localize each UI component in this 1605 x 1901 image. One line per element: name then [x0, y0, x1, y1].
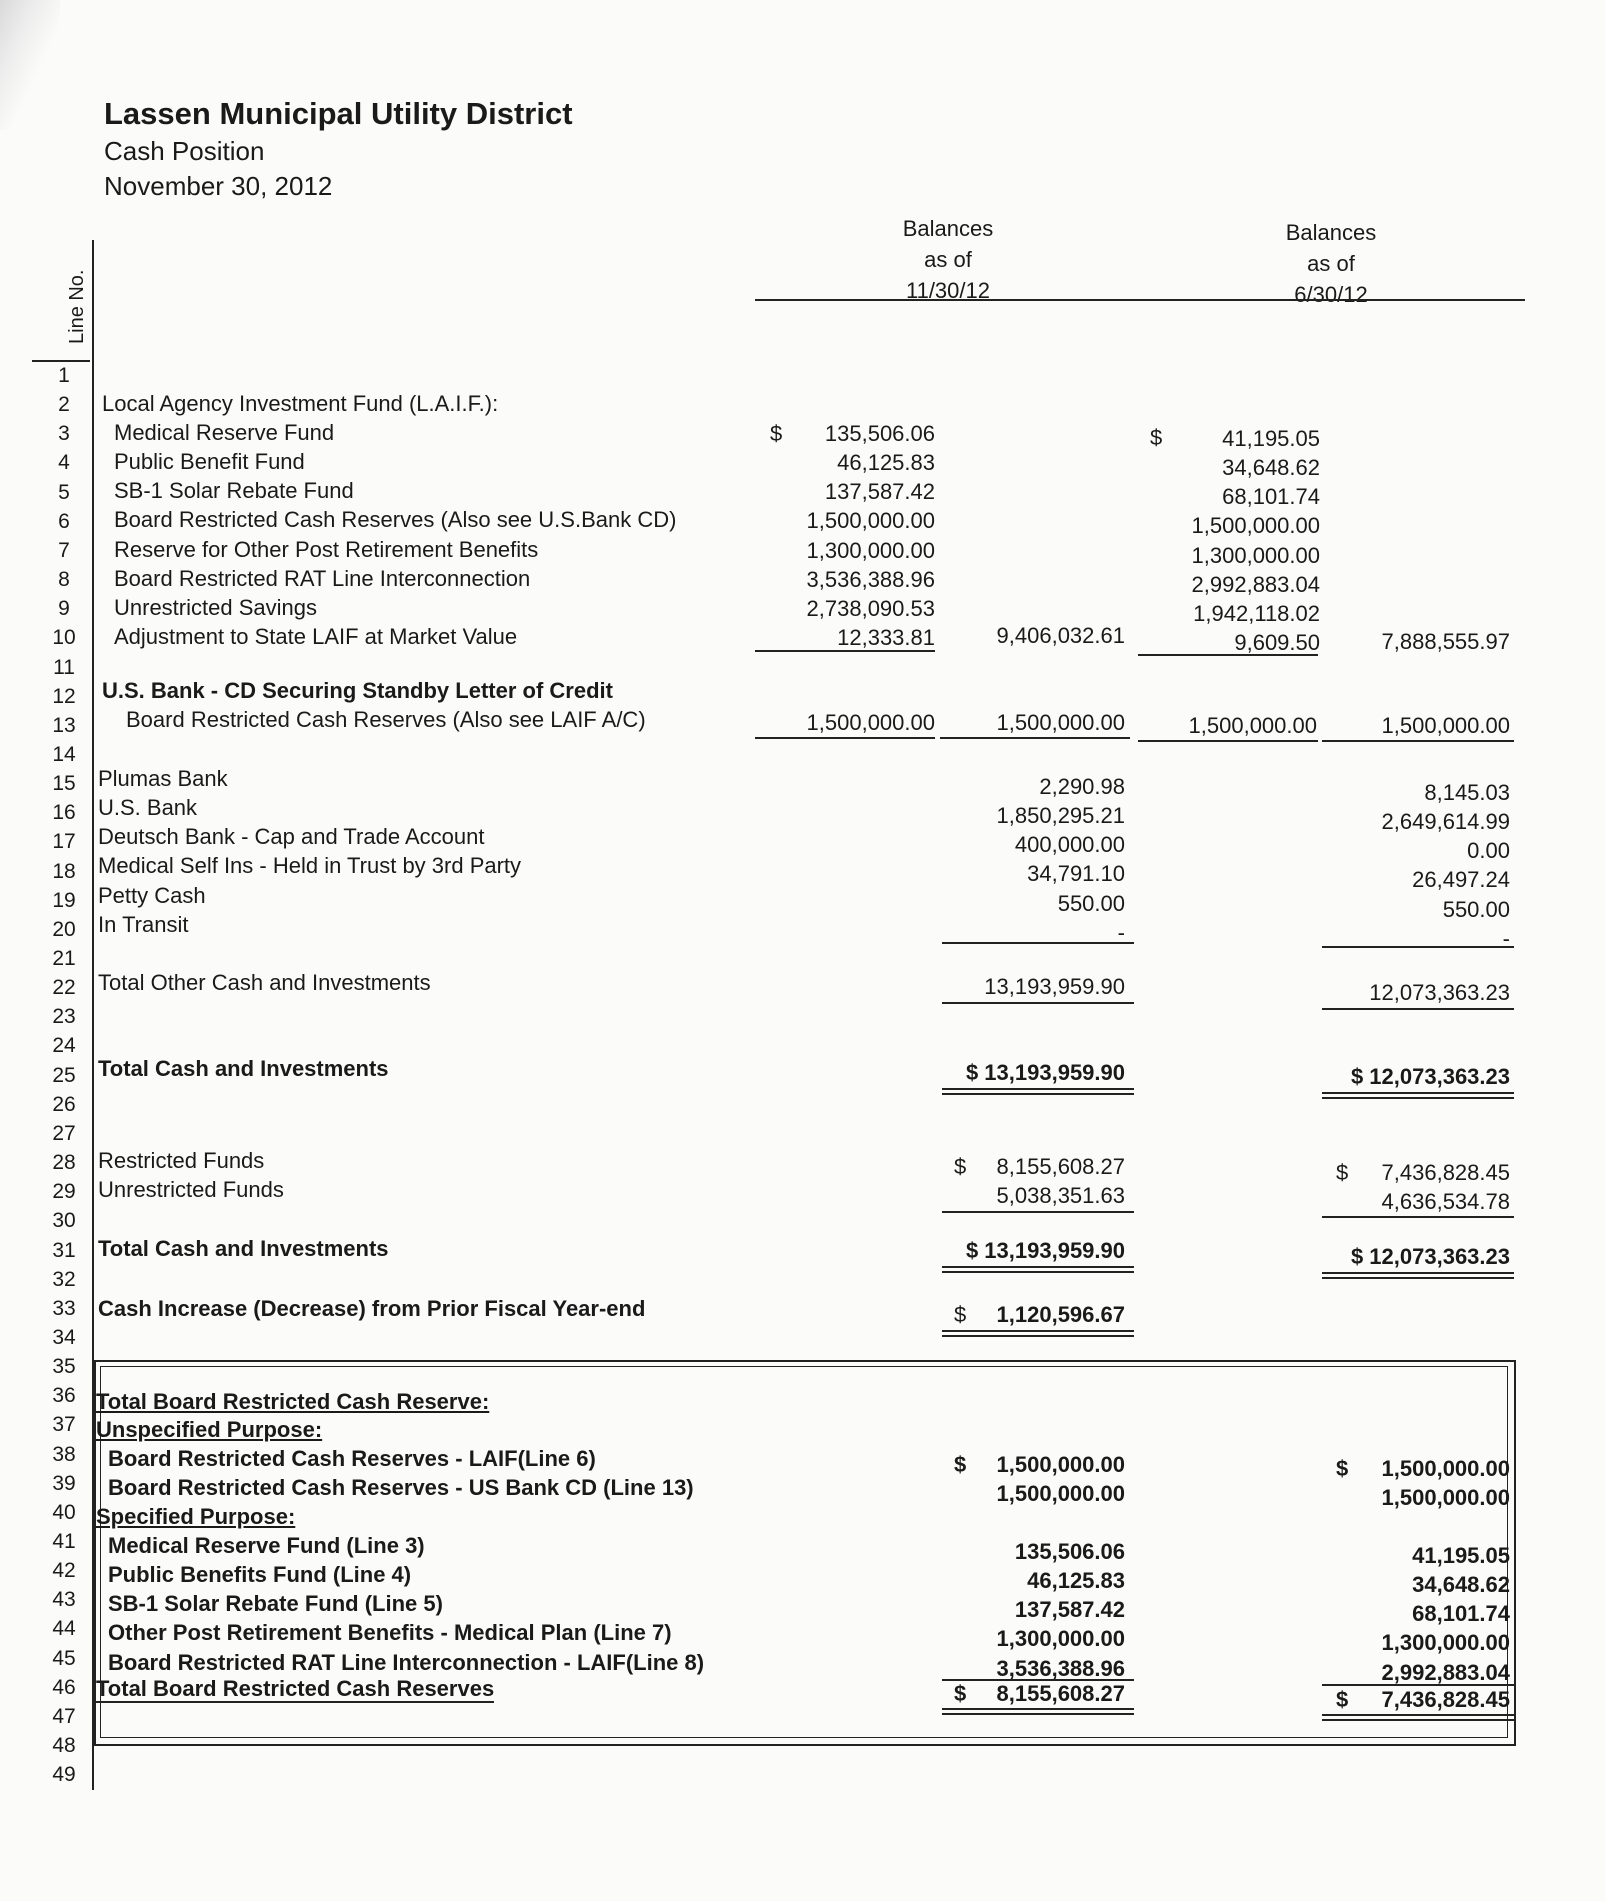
- laif-item-label: Board Restricted RAT Line Interconnection: [114, 565, 531, 591]
- total-cash-current-2: $ 13,193,959.90: [965, 1238, 1125, 1263]
- laif-item-current: 1,500,000.00: [806, 508, 935, 534]
- unrestricted-current: 5,038,351.63: [996, 1183, 1125, 1208]
- line-number: 3: [58, 422, 70, 446]
- laif-item-label: Medical Reserve Fund: [114, 420, 335, 445]
- laif-item-current: 1,300,000.00: [806, 537, 935, 563]
- report-date: November 30, 2012: [104, 171, 333, 201]
- double-underline: [1322, 1272, 1514, 1274]
- laif-item-prior: 9,609.50: [1234, 630, 1320, 656]
- page-corner-shadow: [0, 0, 60, 130]
- restricted-current: 8,155,608.27: [996, 1154, 1125, 1179]
- line-number: 33: [52, 1296, 76, 1320]
- laif-item-prior: 1,942,118.02: [1193, 600, 1320, 626]
- total-other-prior: 12,073,363.23: [1369, 980, 1510, 1005]
- specified-item-prior: 34,648.62: [1412, 1572, 1510, 1598]
- other-item-current: 2,290.98: [1039, 774, 1125, 799]
- col-head-line: 11/30/12: [905, 278, 990, 303]
- laif-item-current: 12,333.81: [837, 625, 935, 651]
- usbank-cd-total-current: 1,500,000.00: [996, 710, 1125, 735]
- line-number: 21: [52, 947, 76, 970]
- line-number: 4: [58, 451, 70, 475]
- line-number: 29: [52, 1180, 76, 1204]
- specified-item-prior: 2,992,883.04: [1381, 1659, 1510, 1685]
- line-number: 27: [52, 1121, 76, 1145]
- dollar-sign: $: [954, 1681, 967, 1706]
- usbank-cd-prior: 1,500,000.00: [1188, 713, 1317, 738]
- double-underline: [942, 1330, 1134, 1332]
- specified-item-prior: 41,195.05: [1412, 1543, 1510, 1568]
- line-number: 5: [58, 480, 70, 504]
- double-underline: [1322, 1097, 1514, 1099]
- double-underline: [1322, 1719, 1514, 1721]
- column-header-current: [838, 213, 1058, 306]
- laif-item-current: 137,587.42: [824, 479, 935, 505]
- line-number: 32: [52, 1267, 76, 1291]
- other-item-label: Medical Self Ins - Held in Trust by 3rd Party: [98, 853, 522, 879]
- laif-item-label: Reserve for Other Post Retirement Benefits: [114, 536, 539, 562]
- underline: [942, 942, 1134, 944]
- line-number: 45: [52, 1646, 76, 1670]
- specified-item-prior: 1,300,000.00: [1381, 1630, 1510, 1656]
- line-number: 11: [53, 655, 75, 679]
- line-number: 17: [52, 830, 76, 854]
- col-head-line: as of: [924, 247, 972, 272]
- line-number: 31: [52, 1238, 76, 1262]
- underline: [940, 737, 1130, 739]
- line-number: 16: [52, 801, 76, 825]
- board-heading: Total Board Restricted Cash Reserve:: [96, 1389, 490, 1414]
- usbank-cd-label: Board Restricted Cash Reserves (Also see LAIF A/C): [126, 707, 646, 732]
- line-number: 47: [52, 1704, 76, 1728]
- usbank-cd-current: 1,500,000.00: [806, 710, 935, 735]
- laif-item-prior: 1,500,000.00: [1191, 513, 1320, 539]
- usbank-cd-heading: U.S. Bank - CD Securing Standby Letter of Credit: [102, 678, 613, 703]
- unspecified-item-current: 1,500,000.00: [996, 1481, 1125, 1507]
- laif-item-label: Unrestricted Savings: [114, 594, 317, 620]
- dollar-sign: $: [1336, 1687, 1349, 1712]
- laif-item-current: 2,738,090.53: [806, 595, 935, 621]
- unspecified-item-label: Board Restricted Cash Reserves - LAIF(Line 6): [108, 1446, 596, 1471]
- other-item-label: Deutsch Bank - Cap and Trade Account: [98, 824, 485, 850]
- total-other-label: Total Other Cash and Investments: [98, 970, 431, 995]
- line-number: 24: [52, 1034, 76, 1058]
- total-cash-label: Total Cash and Investments: [98, 1056, 389, 1081]
- line-no-label: Line No.: [66, 269, 88, 344]
- total-other-current: 13,193,959.90: [984, 974, 1125, 999]
- line-number: 48: [52, 1734, 76, 1758]
- laif-item-label: Public Benefit Fund: [114, 449, 305, 475]
- unspecified-item-prior: 1,500,000.00: [1381, 1456, 1510, 1481]
- laif-total-prior: 7,888,555.97: [1381, 629, 1510, 654]
- laif-item-label: Adjustment to State LAIF at Market Value: [114, 624, 518, 650]
- line-number: 40: [52, 1500, 76, 1524]
- line-number: 43: [52, 1588, 76, 1612]
- double-underline: [1322, 1092, 1514, 1094]
- line-number: 46: [52, 1675, 76, 1699]
- laif-item-label: Board Restricted Cash Reserves (Also see U.S.Bank CD): [114, 507, 677, 533]
- other-item-current: 1,850,295.21: [996, 803, 1125, 829]
- line-number: 6: [58, 509, 70, 533]
- laif-item-prior: 41,195.05: [1222, 426, 1320, 451]
- other-item-label: In Transit: [98, 911, 189, 937]
- other-item-current: 550.00: [1057, 890, 1125, 916]
- specified-item-current: 137,587.42: [1014, 1597, 1125, 1623]
- other-item-prior: 8,145.03: [1424, 780, 1510, 805]
- dollar-sign: $: [954, 1154, 967, 1179]
- total-cash-current: $ 13,193,959.90: [965, 1060, 1125, 1085]
- line-number: 35: [52, 1355, 76, 1379]
- line-number: 41: [52, 1530, 76, 1553]
- underline: [755, 737, 935, 739]
- org-name: Lassen Municipal Utility District: [104, 96, 573, 131]
- total-cash-prior: $ 12,073,363.23: [1350, 1064, 1510, 1089]
- restricted-prior: 7,436,828.45: [1381, 1160, 1510, 1185]
- line-number: 38: [52, 1442, 76, 1466]
- underline: [1322, 1008, 1514, 1010]
- double-underline: [942, 1271, 1134, 1273]
- usbank-cd-total-prior: 1,500,000.00: [1381, 713, 1510, 738]
- dollar-sign: $: [954, 1302, 967, 1327]
- specified-item-label: Board Restricted RAT Line Interconnection - LAIF(Line 8): [108, 1649, 705, 1675]
- laif-item-prior: 2,992,883.04: [1191, 571, 1320, 597]
- underline: [942, 1002, 1134, 1004]
- underline: [1322, 946, 1514, 948]
- other-item-label: Plumas Bank: [98, 766, 228, 791]
- double-underline: [942, 1093, 1134, 1095]
- laif-item-current: 3,536,388.96: [806, 566, 935, 592]
- unrestricted-prior: 4,636,534.78: [1381, 1189, 1510, 1214]
- laif-item-prior: 1,300,000.00: [1191, 542, 1320, 568]
- line-number: 9: [58, 597, 70, 621]
- unspecified-item-current: 1,500,000.00: [996, 1452, 1125, 1477]
- dollar-sign: $: [1150, 425, 1163, 450]
- underline: [755, 650, 935, 652]
- col-head-line: as of: [1307, 251, 1355, 276]
- increase-label: Cash Increase (Decrease) from Prior Fiscal Year-end: [98, 1296, 646, 1321]
- increase-current: 1,120,596.67: [996, 1302, 1125, 1327]
- specified-item-current: 1,300,000.00: [996, 1626, 1125, 1652]
- line-number: 2: [58, 393, 70, 417]
- specified-item-label: Public Benefits Fund (Line 4): [108, 1562, 412, 1588]
- line-number: 39: [52, 1471, 76, 1495]
- laif-item-prior: 68,101.74: [1222, 484, 1320, 510]
- specified-item-label: SB-1 Solar Rebate Fund (Line 5): [108, 1591, 443, 1617]
- specified-item-current: 3,536,388.96: [996, 1655, 1125, 1681]
- underline: [1322, 1216, 1514, 1218]
- dollar-sign: $: [770, 421, 783, 446]
- underline: [1322, 740, 1514, 742]
- other-item-current: -: [1117, 919, 1125, 945]
- line-number: 44: [52, 1617, 76, 1641]
- other-item-prior: 550.00: [1442, 896, 1510, 922]
- board-total-current: 8,155,608.27: [996, 1681, 1125, 1706]
- laif-item-current: 135,506.06: [824, 421, 935, 446]
- specified-item-label: Other Post Retirement Benefits - Medical Plan (Line 7): [108, 1620, 672, 1646]
- double-underline: [942, 1088, 1134, 1090]
- underline: [942, 1211, 1134, 1213]
- col-head-line: Balances: [1285, 220, 1377, 245]
- double-underline: [942, 1266, 1134, 1268]
- total-cash-prior-2: $ 12,073,363.23: [1350, 1244, 1510, 1269]
- line-number: 10: [52, 626, 76, 650]
- other-item-prior: -: [1502, 925, 1510, 951]
- other-item-label: U.S. Bank: [98, 795, 198, 821]
- line-number: 36: [52, 1384, 76, 1408]
- line-number: 30: [52, 1209, 76, 1233]
- specified-item-prior: 68,101.74: [1412, 1601, 1510, 1627]
- line-number: 49: [52, 1763, 76, 1787]
- other-item-prior: 0.00: [1467, 838, 1510, 864]
- restricted-label: Restricted Funds: [98, 1148, 265, 1173]
- line-number: 26: [52, 1092, 76, 1116]
- line-number: 18: [52, 859, 76, 883]
- line-number: 23: [52, 1005, 76, 1029]
- line-number: 25: [52, 1063, 76, 1087]
- line-number: 12: [52, 684, 76, 708]
- laif-total-current: 9,406,032.61: [996, 623, 1125, 648]
- other-item-current: 400,000.00: [1014, 832, 1125, 858]
- line-no-rule: [32, 360, 90, 362]
- other-item-prior: 2,649,614.99: [1381, 809, 1510, 835]
- line-number: 20: [52, 917, 76, 941]
- laif-item-label: SB-1 Solar Rebate Fund: [114, 478, 354, 504]
- unspecified-item-prior: 1,500,000.00: [1381, 1485, 1510, 1511]
- specified-item-label: Medical Reserve Fund (Line 3): [108, 1533, 425, 1558]
- line-number: 42: [52, 1559, 76, 1583]
- specified-heading: Specified Purpose:: [96, 1504, 296, 1529]
- laif-heading: Local Agency Investment Fund (L.A.I.F.):: [102, 391, 499, 416]
- dollar-sign: $: [954, 1452, 967, 1477]
- header-rule: [755, 299, 1525, 301]
- line-number: 22: [52, 976, 76, 1000]
- underline: [1138, 740, 1318, 742]
- col-head-line: 6/30/12: [1294, 282, 1368, 307]
- other-item-prior: 26,497.24: [1412, 867, 1510, 893]
- line-number: 34: [52, 1325, 76, 1349]
- double-underline: [942, 1713, 1134, 1715]
- line-number: 14: [52, 742, 76, 766]
- other-item-current: 34,791.10: [1027, 861, 1125, 887]
- line-number: 19: [52, 888, 76, 912]
- laif-item-prior: 34,648.62: [1222, 455, 1320, 481]
- line-number: 8: [58, 568, 70, 592]
- col-head-line: Balances: [902, 216, 994, 241]
- double-underline: [942, 1335, 1134, 1337]
- double-underline: [942, 1708, 1134, 1710]
- line-number: 37: [52, 1413, 76, 1437]
- line-number: 7: [58, 538, 70, 562]
- unrestricted-label: Unrestricted Funds: [98, 1177, 284, 1202]
- board-total-prior: 7,436,828.45: [1381, 1687, 1510, 1712]
- total-cash-label-2: Total Cash and Investments: [98, 1236, 389, 1261]
- specified-item-current: 135,506.06: [1014, 1539, 1125, 1564]
- other-item-label: Petty Cash: [98, 882, 206, 908]
- line-number: 1: [58, 364, 70, 387]
- report-title: Cash Position: [104, 136, 265, 166]
- underline: [1138, 654, 1318, 656]
- double-underline: [1322, 1714, 1514, 1716]
- laif-item-current: 46,125.83: [837, 450, 935, 476]
- specified-item-current: 46,125.83: [1027, 1568, 1125, 1594]
- dollar-sign: $: [1336, 1456, 1349, 1481]
- double-underline: [1322, 1277, 1514, 1279]
- board-total-label: Total Board Restricted Cash Reserves: [96, 1676, 495, 1701]
- column-header-prior: [1221, 217, 1441, 310]
- unspecified-item-label: Board Restricted Cash Reserves - US Bank CD (Line 13): [108, 1475, 694, 1501]
- dollar-sign: $: [1336, 1160, 1349, 1185]
- line-number: 13: [52, 713, 76, 737]
- line-number: 15: [52, 772, 76, 796]
- line-number: 28: [52, 1151, 76, 1175]
- underline: [1322, 1684, 1514, 1686]
- unspecified-heading: Unspecified Purpose:: [96, 1417, 323, 1442]
